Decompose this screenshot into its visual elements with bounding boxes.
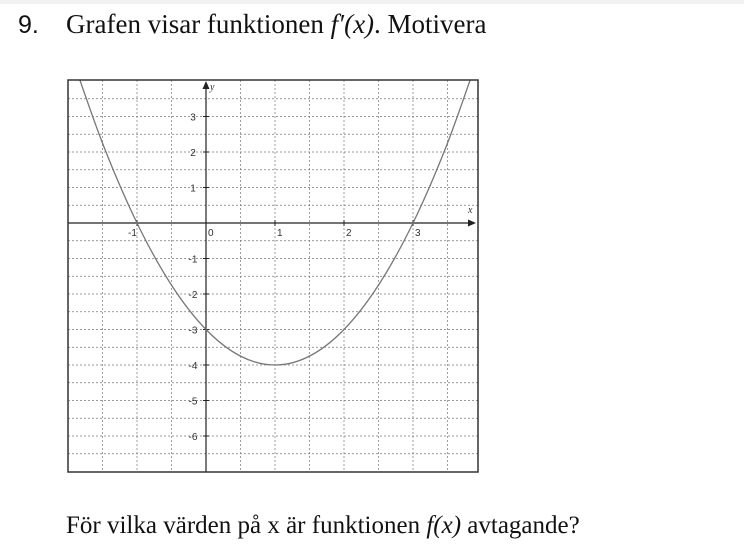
question-text-after: . Motivera (374, 9, 487, 39)
y-tick-label: 3 (190, 112, 196, 124)
prompt-before: För vilka värden på x är funktionen (66, 512, 427, 539)
x-tick-label: 3 (415, 228, 421, 239)
derivative-label: f′(x) (330, 9, 375, 39)
question-text-before: Grafen visar funktionen (66, 9, 331, 39)
x-tick-label: -1 (128, 228, 137, 239)
tick-labels (128, 82, 473, 443)
y-tick-label: -3 (188, 325, 198, 337)
y-tick-label: -6 (188, 432, 198, 443)
prompt-function: f(x) (426, 512, 462, 539)
question-prompt (66, 510, 580, 542)
y-tick-label: 2 (190, 148, 196, 159)
x-axis-label: x (468, 205, 473, 216)
y-tick-label: -4 (188, 361, 198, 372)
x-tick-label: 1 (277, 228, 283, 239)
prompt-after: avtagande? (461, 512, 580, 539)
x-axis-arrow (468, 220, 476, 227)
question-number: 9. (18, 11, 39, 39)
y-tick-label: -2 (188, 290, 198, 301)
y-axis-arrow (203, 81, 210, 89)
y-tick-label: 1 (190, 183, 196, 195)
y-tick-label: -5 (188, 396, 198, 408)
x-tick-label: 0 (208, 228, 214, 239)
y-tick-label: -1 (188, 254, 198, 266)
x-tick-label: 2 (346, 228, 352, 239)
y-axis-label: y (210, 82, 215, 93)
grid-lines (68, 80, 478, 472)
